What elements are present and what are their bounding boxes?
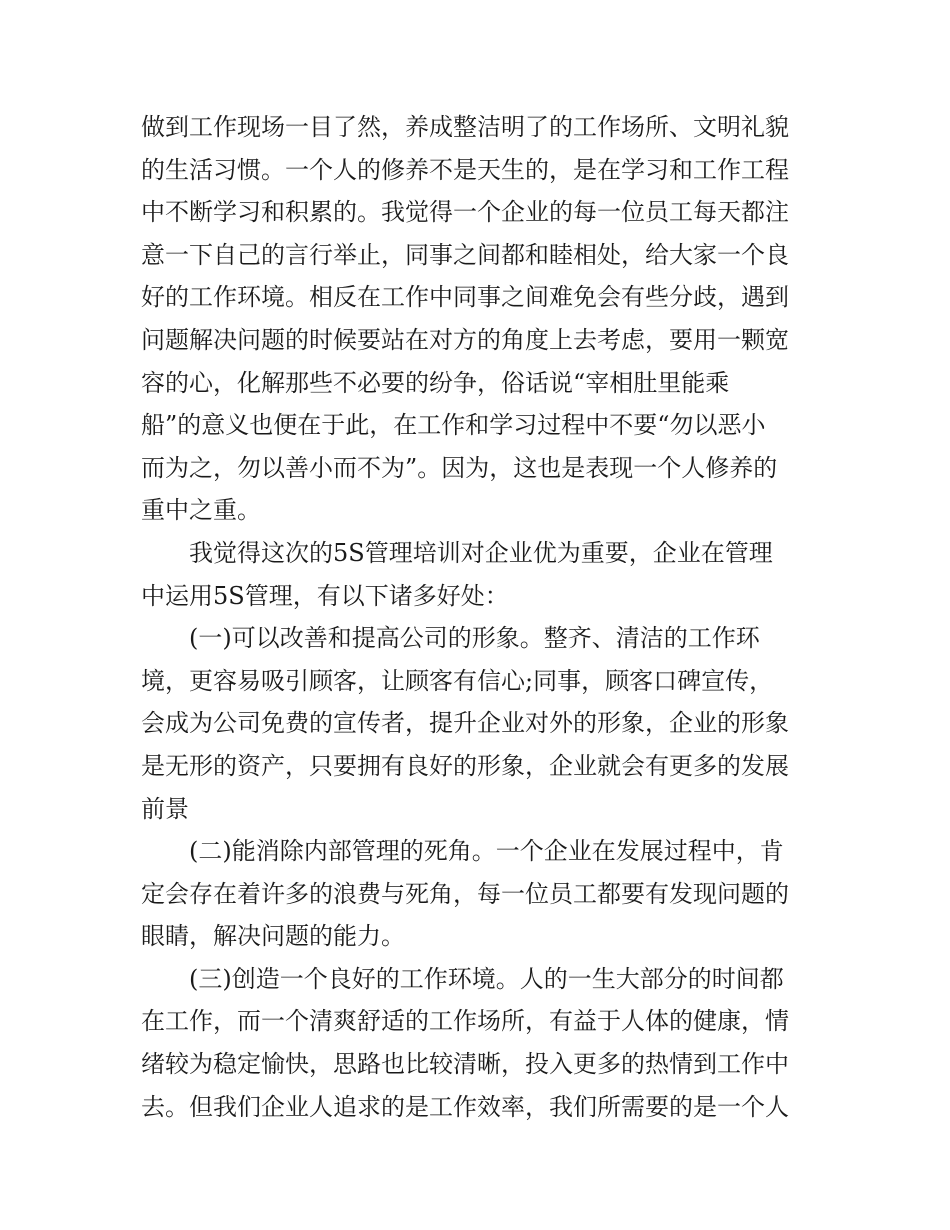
text-line: 定会存在着许多的浪费与死角，每一位员工都要有发现问题的 <box>141 879 789 908</box>
text-line: 中不断学习和积累的。我觉得一个企业的每一位员工每天都注 <box>141 198 789 227</box>
text-line: 中运用5S管理，有以下诸多好处： <box>141 581 509 610</box>
body-text <box>141 106 821 1128</box>
text-line: 绪较为稳定愉快，思路也比较清晰，投入更多的热情到工作中 <box>141 1050 789 1079</box>
text-line: 好的工作环境。相反在工作中同事之间难免会有些分歧，遇到 <box>141 283 789 312</box>
text-line: 眼睛，解决问题的能力。 <box>141 922 405 951</box>
text-line: 做到工作现场一目了然，养成整洁明了的工作场所、文明礼貌 <box>141 113 789 141</box>
text-line: 问题解决问题的时候要站在对方的角度上去考虑，要用一颗宽 <box>141 325 789 354</box>
text-line: 去。但我们企业人追求的是工作效率，我们所需要的是一个人 <box>141 1092 789 1121</box>
text-line: 而为之，勿以善小而不为”。因为，这也是表现一个人修养的 <box>141 453 778 482</box>
text-line: 是无形的资产，只要拥有良好的形象，企业就会有更多的发展 <box>141 751 789 780</box>
text-line: 会成为公司免费的宣传者，提升企业对外的形象，企业的形象 <box>141 709 789 738</box>
text-line: 意一下自己的言行举止，同事之间都和睦相处，给大家一个良 <box>141 240 789 269</box>
text-line: 的生活习惯。一个人的修养不是天生的，是在学习和工作工程 <box>141 155 789 184</box>
text-line: 重中之重。 <box>141 496 261 525</box>
text-line: (三)创造一个良好的工作环境。人的一生大部分的时间都 <box>189 964 784 993</box>
text-line: 容的心，化解那些不必要的纷争，俗话说“宰相肚里能乘 <box>141 368 730 397</box>
text-line: 境，更容易吸引顾客，让顾客有信心;同事，顾客口碑宣传， <box>141 666 774 695</box>
text-line: (二)能消除内部管理的死角。一个企业在发展过程中，肯 <box>189 837 784 866</box>
text-line: (一)可以改善和提高公司的形象。整齐、清洁的工作环 <box>189 624 760 653</box>
text-line: 在工作，而一个清爽舒适的工作场所，有益于人体的健康，情 <box>141 1007 789 1036</box>
text-line: 船”的意义也便在于此，在工作和学习过程中不要“勿以恶小 <box>141 411 766 440</box>
text-line: 我觉得这次的5S管理培训对企业优为重要，企业在管理 <box>189 538 773 567</box>
text-line: 前景 <box>141 794 189 823</box>
